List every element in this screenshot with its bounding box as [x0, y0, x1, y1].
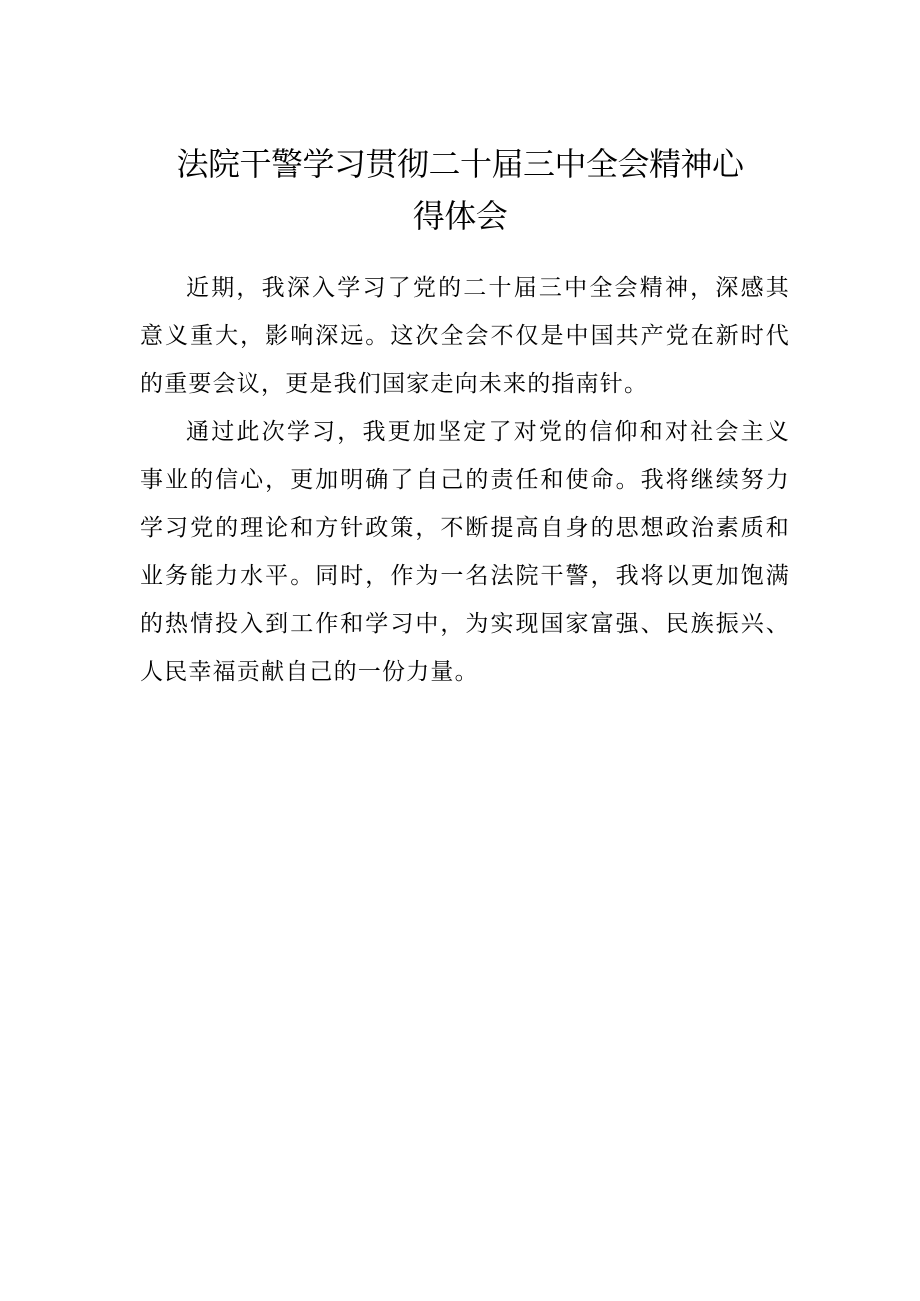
paragraph-1: 近期，我深入学习了党的二十届三中全会精神，深感其意义重大，影响深远。这次全会不仅是中国共产党在新时代的重要会议，更是我们国家走向未来的指南针。: [140, 275, 790, 397]
title-line-1: 法院干警学习贯彻二十届三中全会精神心: [176, 145, 744, 183]
document-body: [140, 264, 790, 696]
title-line-2: 得体会: [412, 197, 508, 235]
paragraph-2: 通过此次学习，我更加坚定了对党的信仰和对社会主义事业的信心，更加明确了自己的责任和使命。我将继续努力学习党的理论和方针政策，不断提高自身的思想政治素质和业务能力水平。同时，作为一名法院干警，我将以更加饱满的热情投入到工作和学习中，为实现国家富强、民族振兴、人民幸福贡献自己的一份力量。: [140, 419, 790, 685]
document-title: [140, 138, 780, 242]
